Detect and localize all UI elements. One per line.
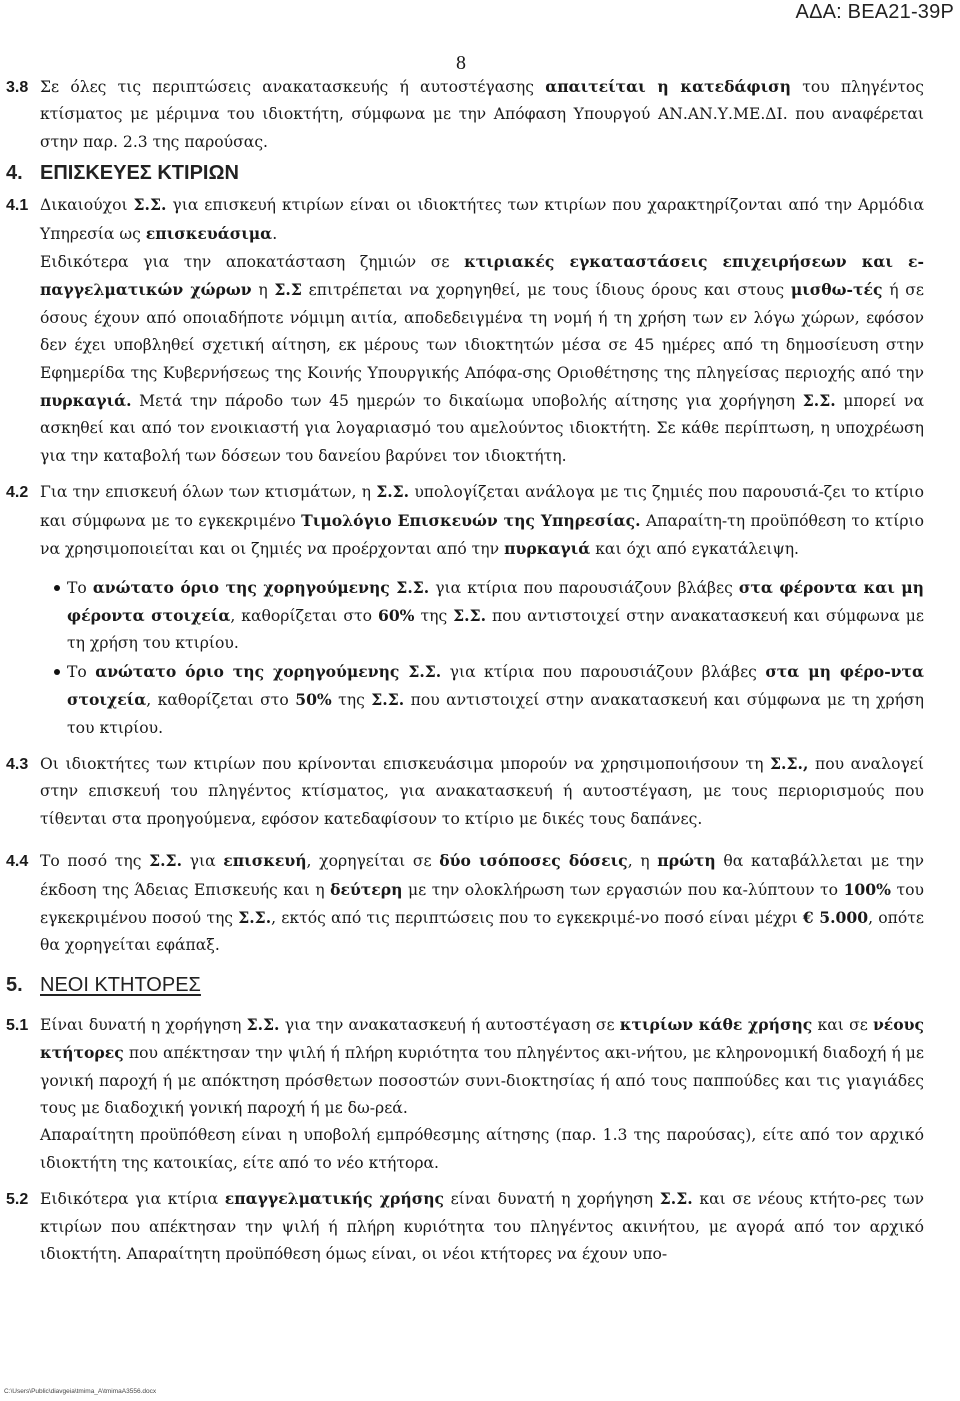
section-5-2: 5.2 Ειδικότερα για κτίρια επαγγελματικής χρήσης είναι δυνατή η χορήγηση Σ.Σ. και σε νέους κτήτο-ρες των κτιρίων που απέκτησαν την ψιλή ή πλήρη κυριότητα του πληγέντος ακινήτου, με αγορά από τον αρχικό ιδιοκτήτη. Απαραίτητη προϋπόθεση όμως είναι, οι νέοι κτήτορες να έχουν υπο- <box>6 1185 924 1268</box>
ada-code: ΑΔΑ: ΒΕΑ21-39Ρ <box>795 1 954 23</box>
section-4-1-details: Ειδικότερα για την αποκατάσταση ζημιών σε κτιριακές εγκαταστάσεις επιχειρήσεων και ε-παγγελματικών χώρων η Σ.Σ επιτρέπεται να χορηγηθεί, με τους ίδιους όρους και στους μισθω-τές ή σε όσους έχουν από οποιαδήποτε νόμιμη αιτία, αποδεδειγμένα τη νομή ή τη χρήση των εν λόγω χώρων, εφόσον δεν έχει υποβληθεί σχετική αίτηση, εκ μέρους των ιδιοκτητών μέσα σε 45 ημέρες από τη δημοσίευση στην Εφημερίδα της Κυβερνήσεως της Κοινής Υπουργικής Απόφα-σης Οριοθέτησης της πληγείσας περιοχής από την πυρκαγιά. Μετά την πάροδο των 45 ημερών το δικαίωμα υποβολής αίτησης για χορήγηση Σ.Σ. μπορεί να ασκηθεί και από τον ενοικιαστή για λογαριασμό του αμελούντος ιδιοκτήτη. Σε κάθε περίπτωση, η υποχρέωση για την καταβολή των δόσεων του δανείου βαρύνει τον ιδιοκτήτη. <box>40 252 925 465</box>
list-item: Το ανώτατο όριο της χορηγούμενης Σ.Σ. για κτίρια που παρουσιάζουν βλάβες στα φέροντα και μη φέροντα στοιχεία, καθορίζεται στο 60% της Σ.Σ. που αντιστοιχεί στην ανακατασκευή και σύμφωνα με τη χρήση του κτιρίου. <box>6 574 924 658</box>
section-3-8: 3.8 Σε όλες τις περιπτώσεις ανακατασκευής ή αυτοστέγασης απαιτείται η κατεδάφιση του πληγέντος κτίσματος με μέριμνα του ιδιοκτήτη, σύμφωνα με την Απόφαση Υπουργού ΑΝ.ΑΝ.Υ.ΜΕ.ΔΙ. που αναφέρεται στην παρ. 2.3 της παρούσας. <box>6 73 924 156</box>
section-4-3: 4.3 Οι ιδιοκτήτες των κτιρίων που κρίνονται επισκευάσιμα μπορούν να χρησιμοποιήσουν τη Σ.Σ., που αναλογεί στην επισκευή του πληγέντος κτίσματος, για ανακατασκευή ή αυτοστέγαση, με τους περιορισμούς που τίθενται στα προηγούμενα, εφόσον κατεδαφίσουν το κτίριο με δικές τους δαπάνες. <box>6 750 924 833</box>
section-5-1-condition: Απαραίτητη προϋπόθεση είναι η υποβολή εμπρόθεσμης αίτησης (παρ. 1.3 της παρούσας), είτε από τον αρχικό ιδιοκτήτη της κατοικίας, είτε από το νέο κτήτορα. <box>40 1126 924 1172</box>
limits-list <box>6 574 924 742</box>
list-item: Το ανώτατο όριο της χορηγούμενης Σ.Σ. για κτίρια που παρουσιάζουν βλάβες στα μη φέρο-ντα στοιχεία, καθορίζεται στο 50% της Σ.Σ. που αντιστοιχεί στην ανακατασκευή και σύμφωνα με τη χρήση του κτιρίου. <box>6 658 924 742</box>
section-4-4: 4.4 Το ποσό της Σ.Σ. για επισκευή, χορηγείται σε δύο ισόποσες δόσεις, η πρώτη θα καταβάλλεται με την έκδοση της Άδειας Επισκευής και η δεύτερη με την ολοκλήρωση των εργασιών που κα-λύπτουν το 100% του εγκεκριμένου ποσού της Σ.Σ., εκτός από τις περιπτώσεις που το εγκεκριμέ-νο ποσό είναι μέχρι € 5.000, οπότε θα χορηγείται εφάπαξ. <box>6 847 924 960</box>
section-4-2: 4.2 Για την επισκευή όλων των κτισμάτων, η Σ.Σ. υπολογίζεται ανάλογα με τις ζημιές που παρουσιά-ζει το κτίριο και σύμφωνα με το εγκεκριμένο Τιμολόγιο Επισκευών της Υπηρεσίας. Απαραίτη-τη προϋπόθεση το κτίριο να χρησιμοποιείται και οι ζημιές να προέρχονται από την πυρκαγιά και όχι από εγκατάλειψη. <box>6 478 924 563</box>
section-number: 4.2 <box>6 484 29 502</box>
section-number: 4.1 <box>6 197 29 215</box>
section-number: 3.8 <box>6 79 29 96</box>
document-body <box>6 73 924 1268</box>
section-4-1: 4.1 Δικαιούχοι Σ.Σ. για επισκευή κτιρίων είναι οι ιδιοκτήτες των κτιρίων που χαρακτηρίζονται από την Αρμόδια Υπηρεσία ως επισκευάσιμα. <box>6 191 924 248</box>
section-number: 5.1 <box>6 1016 29 1034</box>
section-5-title: ΝΕΟΙ ΚΤΗΤΟΡΕΣ <box>40 973 201 996</box>
bullet-icon <box>54 585 60 591</box>
section-4-heading: 4. ΕΠΙΣΚΕΥΕΣ ΚΤΙΡΙΩΝ <box>6 162 239 185</box>
section-5-heading: 5. ΝΕΟΙ ΚΤΗΤΟΡΕΣ <box>6 973 201 996</box>
file-path-footer: C:\Users\Public\diavgeia\tmima_A\tmimaA3556.docx <box>4 1388 157 1395</box>
section-4-title: ΕΠΙΣΚΕΥΕΣ ΚΤΙΡΙΩΝ <box>40 162 239 185</box>
bullet-icon <box>54 669 60 675</box>
page-number: 8 <box>456 52 466 74</box>
section-5-1: 5.1 Είναι δυνατή η χορήγηση Σ.Σ. για την ανακατασκευή ή αυτοστέγαση σε κτιρίων κάθε χρήσης και σε νέους κτήτορες που απέκτησαν την ψιλή ή πλήρη κυριότητα του πληγέντος ακι-νήτου, με κληρονομική διαδοχή ή με γονική παροχή ή με απόκτηση πρόσθετων ποσοστών συνι-διοκτησίας ή από τους παππούδες και τις γιαγιάδες τους με διαδοχική γονική παροχή ή με δω-ρεά. <box>6 1011 924 1123</box>
section-number: 4.4 <box>6 853 29 871</box>
section-number: 4.3 <box>6 755 29 773</box>
section-number: 5.2 <box>6 1191 29 1209</box>
